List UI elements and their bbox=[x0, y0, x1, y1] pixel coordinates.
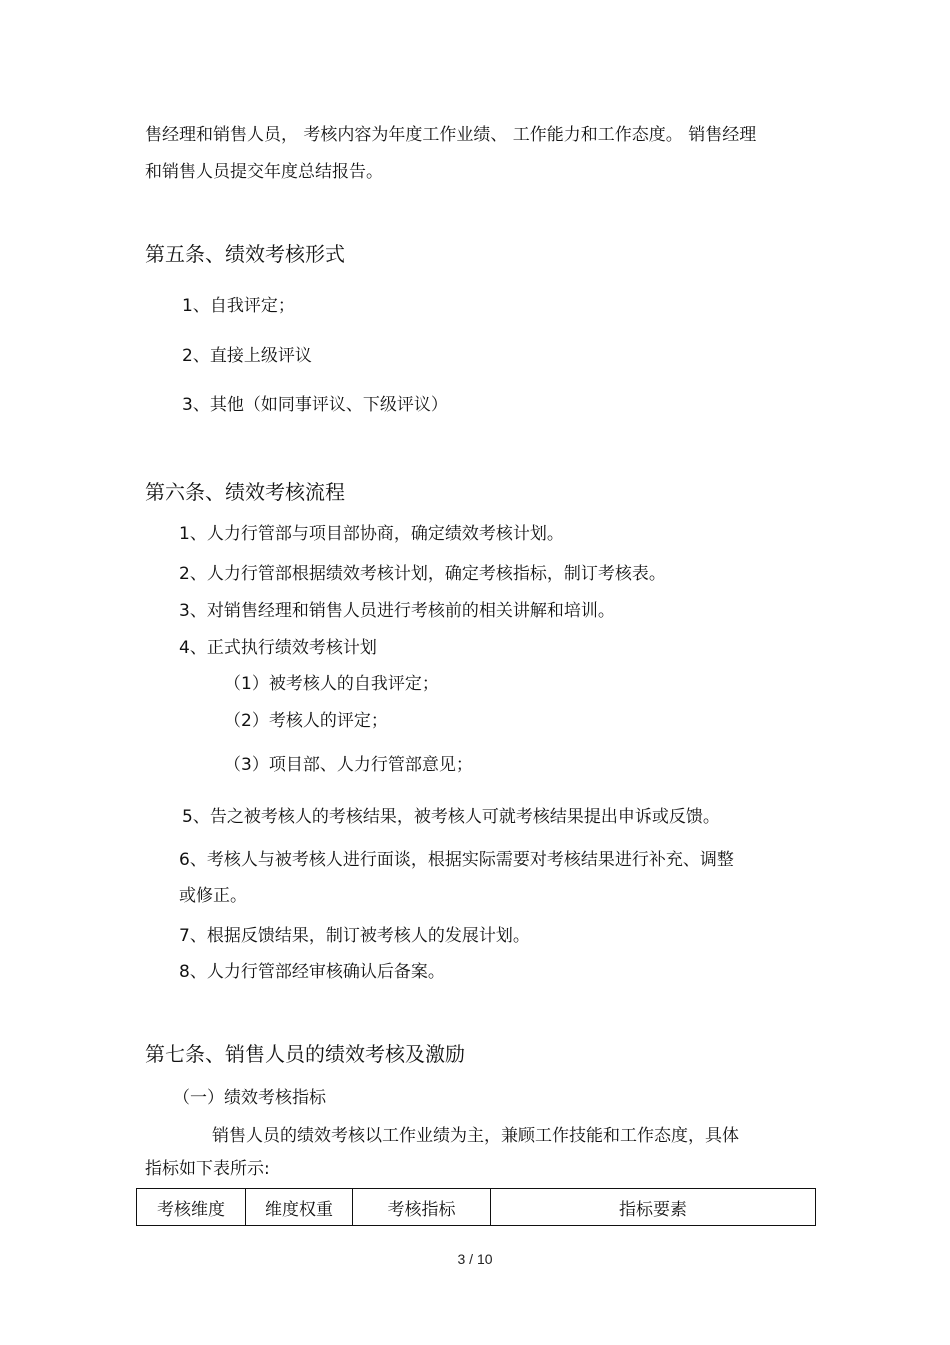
article-6-title: 第六条、绩效考核流程 bbox=[145, 480, 345, 504]
article-6-item: 4、正式执行绩效考核计划 bbox=[179, 638, 377, 658]
article-6-subitem: （3）项目部、人力行管部意见； bbox=[224, 755, 473, 775]
article-7-title: 第七条、销售人员的绩效考核及激励 bbox=[145, 1042, 465, 1066]
paragraph-line-1: 销售人员的绩效考核以工作业绩为主，兼顾工作技能和工作态度，具体 bbox=[212, 1126, 739, 1146]
table-header-cell: 指标要素 bbox=[491, 1189, 816, 1226]
table-header-cell: 维度权重 bbox=[246, 1189, 353, 1226]
article-6-item: 3、对销售经理和销售人员进行考核前的相关讲解和培训。 bbox=[179, 601, 615, 621]
paragraph-line-2: 指标如下表所示: bbox=[145, 1159, 270, 1179]
article-6-item-continued: 或修正。 bbox=[179, 886, 247, 906]
article-6-subitem: （1）被考核人的自我评定； bbox=[224, 674, 439, 694]
article-6-item: 1、人力行管部与项目部协商，确定绩效考核计划。 bbox=[179, 524, 564, 544]
article-5-item: 1、自我评定； bbox=[182, 296, 295, 316]
page-number: 3 / 10 bbox=[457, 1251, 493, 1267]
indicator-table bbox=[136, 1188, 816, 1226]
article-6-item: 2、人力行管部根据绩效考核计划，确定考核指标，制订考核表。 bbox=[179, 564, 666, 584]
table-header-cell: 考核维度 bbox=[137, 1189, 246, 1226]
table-header-cell: 考核指标 bbox=[353, 1189, 491, 1226]
section-heading: （一）绩效考核指标 bbox=[173, 1088, 326, 1108]
article-6-item: 5、告之被考核人的考核结果，被考核人可就考核结果提出申诉或反馈。 bbox=[182, 807, 720, 827]
article-6-item: 8、人力行管部经审核确认后备案。 bbox=[179, 962, 445, 982]
article-6-subitem: （2）考核人的评定； bbox=[224, 711, 388, 731]
article-5-item: 3、其他（如同事评议、下级评议） bbox=[182, 395, 448, 415]
article-5-title: 第五条、绩效考核形式 bbox=[145, 242, 345, 266]
article-5-item: 2、直接上级评议 bbox=[182, 346, 312, 366]
table-header-row bbox=[137, 1189, 816, 1226]
article-6-item: 7、根据反馈结果，制订被考核人的发展计划。 bbox=[179, 926, 530, 946]
article-6-item: 6、考核人与被考核人进行面谈，根据实际需要对考核结果进行补充、调整 bbox=[179, 850, 734, 870]
intro-line-1: 售经理和销售人员， 考核内容为年度工作业绩、 工作能力和工作态度。 销售经理 bbox=[145, 125, 757, 145]
intro-line-2: 和销售人员提交年度总结报告。 bbox=[145, 162, 383, 182]
